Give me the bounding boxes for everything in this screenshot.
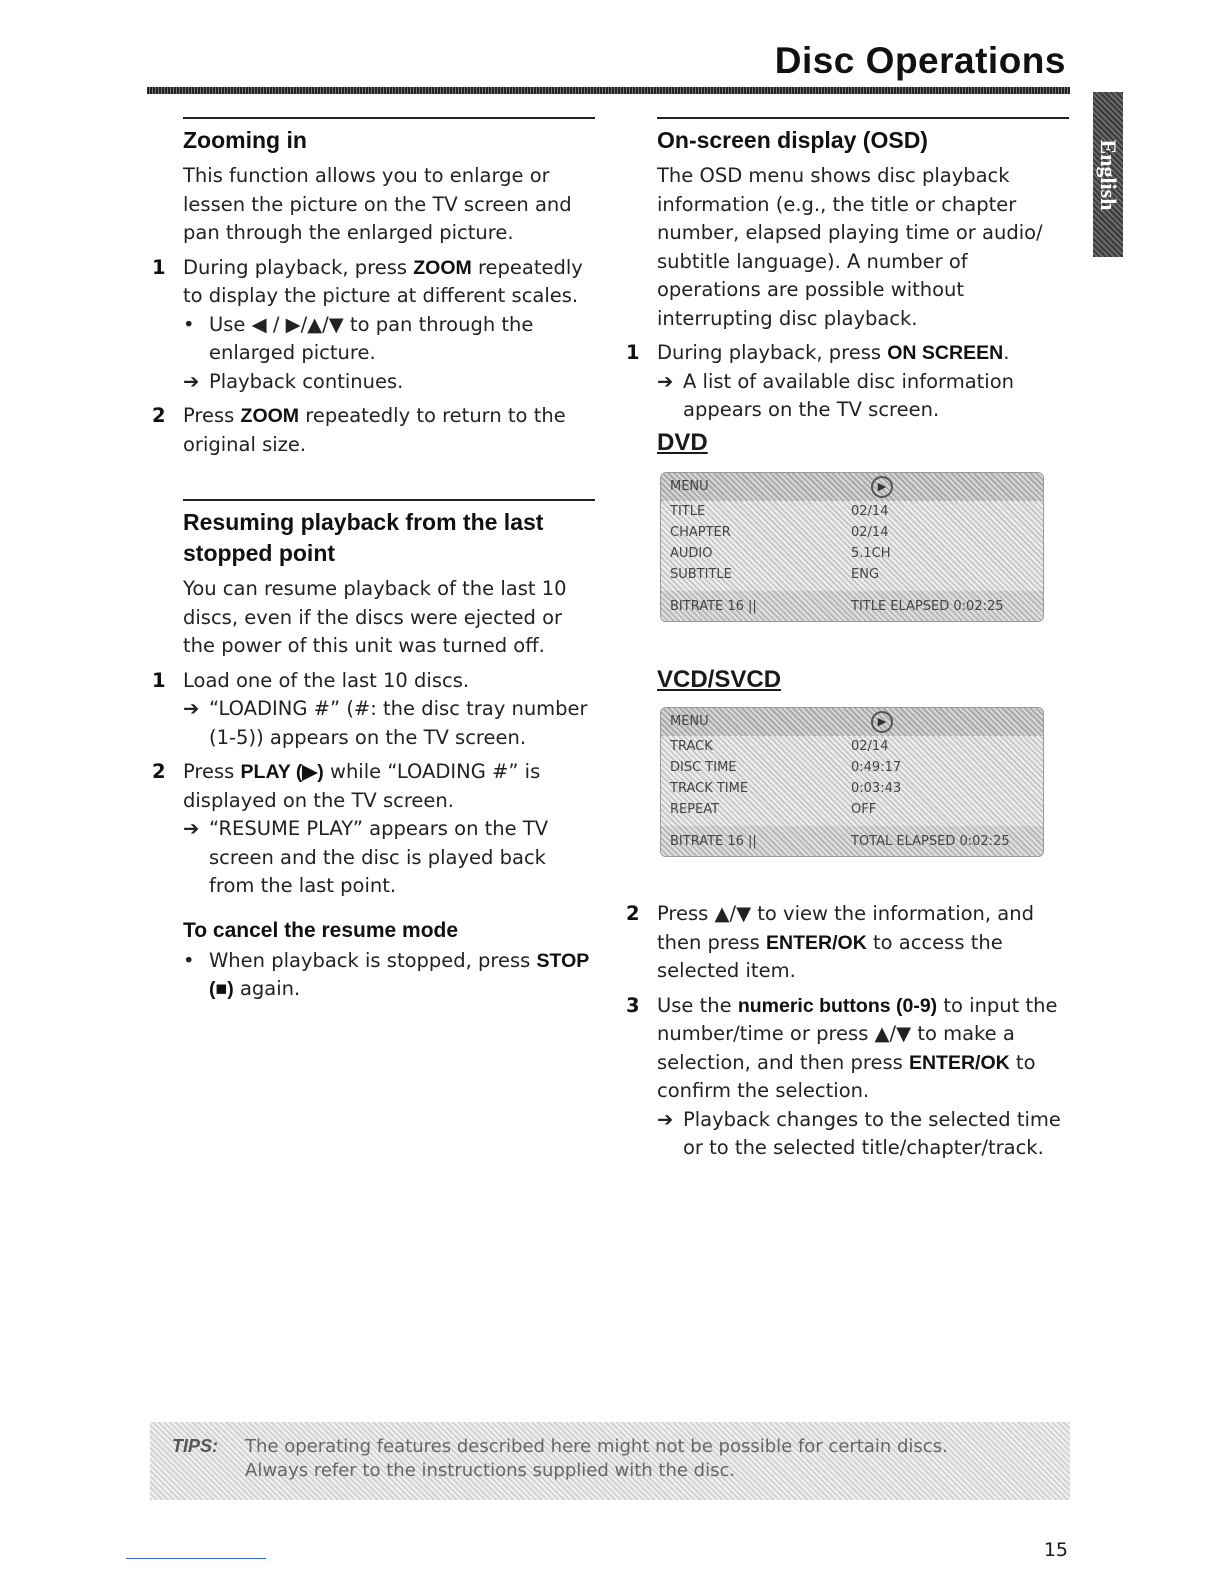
step-text: During playback, press <box>183 255 414 279</box>
step-text: to input the number/time or press ▲/▼ to make a selection, and then press <box>657 993 1058 1074</box>
step-number: 2 <box>152 404 166 427</box>
osd-step-1 <box>626 339 1069 368</box>
zoom-key: ZOOM <box>413 256 472 279</box>
resume-heading: Resuming playback from the last stopped point <box>183 509 544 566</box>
zooming-step-2 <box>152 402 595 459</box>
disc-play-icon: ▶ <box>871 711 893 733</box>
bullet-text: Use ◀ / ▶/▲/▼ to pan through the enlarged picture. <box>209 312 534 364</box>
resume-intro: You can resume playback of the last 10 discs, even if the discs were ejected or the power of this unit was turned off. <box>183 577 567 657</box>
osd-row-value: 02/14 <box>851 739 889 754</box>
osd-step-3 <box>626 992 1069 1106</box>
osd-row <box>661 778 1043 799</box>
enter-ok-key: ENTER/OK <box>766 931 867 954</box>
osd-row <box>661 799 1043 820</box>
osd-menu-bar <box>661 708 1043 736</box>
step-text: to confirm the selection. <box>657 1050 1036 1102</box>
osd-row <box>661 757 1043 778</box>
osd-row <box>661 522 1043 543</box>
osd-row <box>661 501 1043 522</box>
resume-step-2 <box>152 758 595 815</box>
enter-ok-key: ENTER/OK <box>908 1051 1010 1074</box>
arrow-icon: ➔ <box>183 697 200 720</box>
zooming-bullet <box>183 311 595 368</box>
cancel-bullet <box>183 947 595 1004</box>
osd-bitrate: BITRATE 16 || <box>670 834 757 849</box>
osd-step-1-result <box>657 368 1069 425</box>
cancel-heading: To cancel the resume mode <box>183 918 459 942</box>
play-key: PLAY (▶) <box>240 761 324 783</box>
result-text: “RESUME PLAY” appears on the TV screen and the disc is played back from the last point. <box>209 817 549 897</box>
arrow-icon: ➔ <box>183 369 200 393</box>
step-text: repeatedly to return to the original size. <box>183 404 566 456</box>
page-title: Disc Operations <box>774 40 1066 81</box>
tips-box <box>150 1422 1070 1500</box>
osd-row-key: DISC TIME <box>670 760 737 775</box>
step-text: During playback, press <box>657 341 888 364</box>
osd-menu-label: MENU <box>670 479 709 494</box>
osd-row-key: SUBTITLE <box>670 567 732 582</box>
arrow-icon: ➔ <box>657 369 674 393</box>
step-text: repeatedly to display the picture at different scales. <box>183 255 583 307</box>
osd-row-value: ENG <box>851 567 880 582</box>
left-column <box>152 117 595 1004</box>
step-number: 2 <box>152 760 166 783</box>
arrow-icon: ➔ <box>657 1107 674 1131</box>
osd-step-2 <box>626 900 1069 986</box>
dvd-osd-screen <box>660 472 1044 622</box>
bullet-text: again. <box>233 977 301 1000</box>
tips-label: TIPS: <box>172 1436 219 1456</box>
osd-row-key: TRACK TIME <box>670 781 749 796</box>
osd-menu-label: MENU <box>670 714 709 729</box>
zooming-intro: This function allows you to enlarge or lessen the picture on the TV screen and pan through the enlarged picture. <box>183 164 572 244</box>
osd-bitrate: BITRATE 16 || <box>670 599 757 614</box>
osd-step-3-result <box>657 1106 1069 1163</box>
osd-row-key: TRACK <box>670 739 713 754</box>
arrow-icon: ➔ <box>183 817 200 840</box>
bullet-icon: • <box>183 948 195 972</box>
vcd-osd-screen <box>660 707 1044 857</box>
step-text: to access the selected item. <box>657 930 1003 982</box>
osd-row-value: 0:49:17 <box>851 760 902 775</box>
result-text: Playback continues. <box>209 369 404 393</box>
osd-row-value: 0:03:43 <box>851 781 902 796</box>
result-text: “LOADING #” (#: the disc tray number (1-5)) appears on the TV screen. <box>209 697 588 749</box>
bullet-icon: • <box>183 312 195 336</box>
zooming-heading: Zooming in <box>183 127 307 153</box>
section-rule <box>657 117 1069 119</box>
zoom-key: ZOOM <box>240 405 300 427</box>
bullet-text: When playback is stopped, press <box>209 948 537 972</box>
step-number: 1 <box>152 668 166 692</box>
osd-intro: The OSD menu shows disc playback information (e.g., the title or chapter number, elapsed playing time or audio/ subtitle language). A number of operations are possible without interrupting disc playback. <box>657 164 1043 330</box>
osd-elapsed: TOTAL ELAPSED 0:02:25 <box>851 834 1010 849</box>
step-text: Use the <box>657 993 738 1017</box>
osd-row-value: 02/14 <box>851 504 889 519</box>
result-text: A list of available disc information appears on the TV screen. <box>683 369 1015 421</box>
vcd-label: VCD/SVCD <box>657 666 782 693</box>
step-number: 1 <box>626 341 640 364</box>
tips-line: The operating features described here might not be possible for certain discs. <box>245 1436 948 1457</box>
step-text: Press <box>183 404 241 427</box>
osd-status-bar <box>661 591 1043 621</box>
osd-row-key: TITLE <box>670 504 706 519</box>
footer-link-line <box>126 1558 266 1559</box>
section-rule <box>183 117 595 119</box>
osd-steps-continued <box>626 894 1069 1163</box>
numeric-buttons-key: numeric buttons (0-9) <box>737 994 938 1017</box>
stop-key: STOP (■) <box>209 949 589 1000</box>
zooming-step-1 <box>152 254 595 311</box>
step-text: Press <box>183 760 241 783</box>
osd-row-key: CHAPTER <box>670 525 731 540</box>
header-rule <box>147 87 1070 94</box>
osd-row <box>661 543 1043 564</box>
language-tab-label: English <box>1096 139 1121 211</box>
step-text: . <box>1003 341 1010 364</box>
on-screen-key: ON SCREEN <box>887 342 1004 364</box>
zooming-result <box>183 368 595 397</box>
step-number: 2 <box>626 902 640 925</box>
osd-heading: On-screen display (OSD) <box>657 127 928 153</box>
osd-row-value: 5.1CH <box>851 546 891 561</box>
osd-status-bar <box>661 826 1043 856</box>
osd-row <box>661 564 1043 585</box>
step-text: Press ▲/▼ to view the information, and then press <box>657 902 1034 954</box>
osd-elapsed: TITLE ELAPSED 0:02:25 <box>851 599 1004 614</box>
step-number: 3 <box>626 993 640 1017</box>
section-rule <box>183 499 595 501</box>
osd-row-value: 02/14 <box>851 525 889 540</box>
page-number: 15 <box>1043 1539 1068 1561</box>
result-text: Playback changes to the selected time or to the selected title/chapter/track. <box>683 1107 1061 1159</box>
osd-row-key: REPEAT <box>670 802 720 817</box>
tips-line: Always refer to the instructions supplied with the disc. <box>245 1460 736 1481</box>
dvd-label: DVD <box>657 428 708 456</box>
osd-row-key: AUDIO <box>670 546 713 561</box>
disc-play-icon: ▶ <box>871 476 893 498</box>
resume-step-1-result <box>183 695 595 752</box>
language-tab <box>1093 92 1123 257</box>
osd-row <box>661 736 1043 757</box>
step-number: 1 <box>152 255 166 279</box>
step-text: while “LOADING #” is displayed on the TV screen. <box>183 760 541 812</box>
resume-step-1 <box>152 667 595 696</box>
osd-row-value: OFF <box>851 802 877 817</box>
resume-step-2-result <box>183 815 595 901</box>
osd-menu-bar <box>661 473 1043 501</box>
right-column <box>626 117 1069 457</box>
step-text: Load one of the last 10 discs. <box>183 668 470 692</box>
